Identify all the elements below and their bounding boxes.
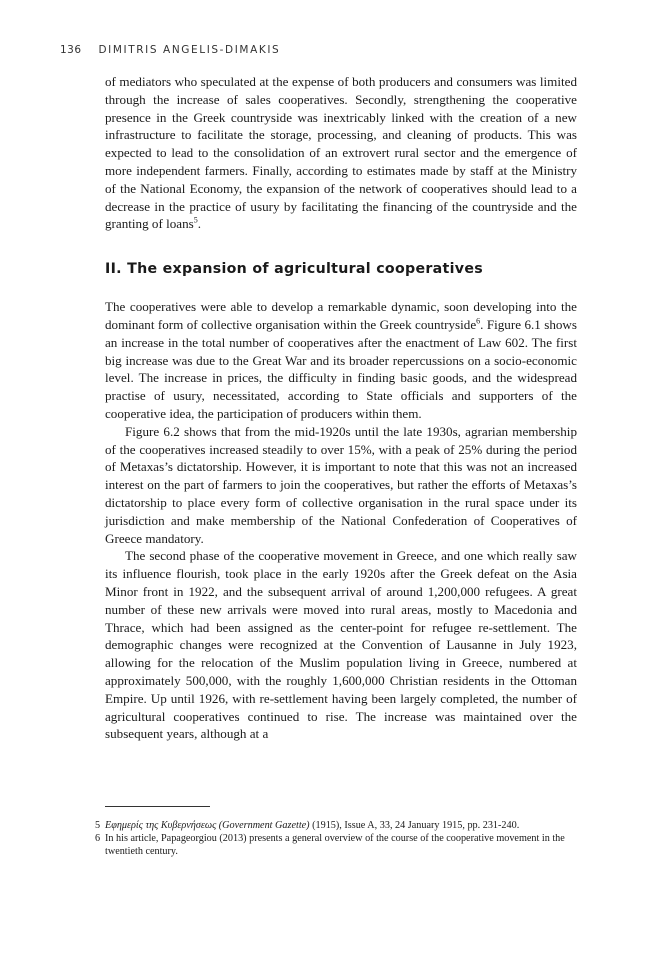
footnote-5 [95,819,577,832]
footnote-ref-6[interactable]: 6 [476,316,481,326]
author-name: DIMITRIS ANGELIS-DIMAKIS [98,44,281,56]
page-number: 136 [60,44,82,56]
paragraph-2 [105,298,577,423]
footnote-6 [95,832,577,858]
paragraph-2-text: The cooperatives were able to develop a remarkable dynamic, soon developing into the dominant form of collective organisation within the Greek countryside [105,299,577,332]
footnote-divider [105,806,210,807]
footnote-text: In his article, Papageorgiou (2013) presents a general overview of the course of the cooperative movement in the twentieth century. [105,833,565,858]
footnotes [95,819,577,859]
footnote-number: 6 [95,833,101,845]
paragraph-4: The second phase of the cooperative movement in Greece, and one which really saw its influence flourish, took place in the early 1920s after the Greek defeat on the Asia Minor front in 1922, and the subsequent arrival of around 1,200,000 refugees. A great number of these new arrivals were moved into rural areas, mostly to Macedonia and Thrace, which had been assigned as the center-point for refugee re-settlement. The demographic changes were recognized at the Convention of Lausanne in July 1923, allowing for the relocation of the Muslim population living in Greece, numbered at approximately 500,000, with the roughly 1,600,000 Christian residents in the Ottoman Empire. Up until 1926, with re-settlement having been largely completed, the number of agricultural cooperatives continued to rise. The increase was maintained over the subsequent years, although at a [105,548,577,742]
paragraph-1-text: of mediators who speculated at the expense of both producers and consumers was limited through the increase of sales cooperatives. Secondly, strengthening the cooperative presence in the Greek countryside was inextricably linked with the creation of a new infrastructure to facilitate the storage, processing, and cleaning of products. This was expected to lead to the consolidation of an extrovert rural sector and the emergence of more independent farmers. Finally, according to estimates made by staff at the Ministry of the National Economy, the expansion of the network of cooperatives should lead to a decrease in the practice of usury by facilitating the financing of the countryside and the granting of loans [105,74,577,232]
footnote-ref-5[interactable]: 5 [193,216,198,226]
footnote-italic: Εφημερίς της Κυβερνήσεως (Government Gazette) [105,820,310,831]
paragraph-2-continuation: . Figure 6.1 shows an increase in the total number of cooperatives after the enactment of Law 602. The first big increase was due to the Great War and its broader repercussions on a socio-economic level. The increase in prices, the difficulty in finding basic goods, and the widespread practise of usury, necessitated, according to State officials and supporters of the cooperative idea, the participation of producers within them. [105,316,577,421]
section-heading: II. The expansion of agricultural cooperatives [105,261,484,278]
running-head [60,44,280,56]
footnote-text: (1915), Issue A, 33, 24 January 1915, pp. 231-240. [309,820,520,831]
paragraph-1: of mediators who speculated at the expense of both producers and consumers was limited through the increase of sales cooperatives. Secondly, strengthening the cooperative presence in the Greek countryside was inextricably linked with the creation of a new infrastructure to facilitate the storage, processing, and cleaning of products. This was expected to lead to the consolidation of an extrovert rural sector and the emergence of more independent farmers. Finally, according to estimates made by staff at the Ministry of the National Economy, the expansion of the network of cooperatives should lead to a decrease in the practice of usury by facilitating the financing of the countryside and the granting of loans$^5$. [105,74,577,232]
footnote-number: 5 [95,820,101,831]
paragraph-3: Figure 6.2 shows that from the mid-1920s until the late 1930s, agrarian membership of the cooperatives increased steadily to over 15%, with a peak of 25% during the period of Metaxas’s dictatorship. However, it is important to note that this was not an increased interest on the part of farmers to join the cooperatives, but rather the efforts of Metaxas’s dictatorship to place every form of collective organisation in the rural space under its jurisdiction and make membership of the National Confederation of Cooperatives of Greece mandatory. [105,423,577,546]
body-text [105,73,577,743]
